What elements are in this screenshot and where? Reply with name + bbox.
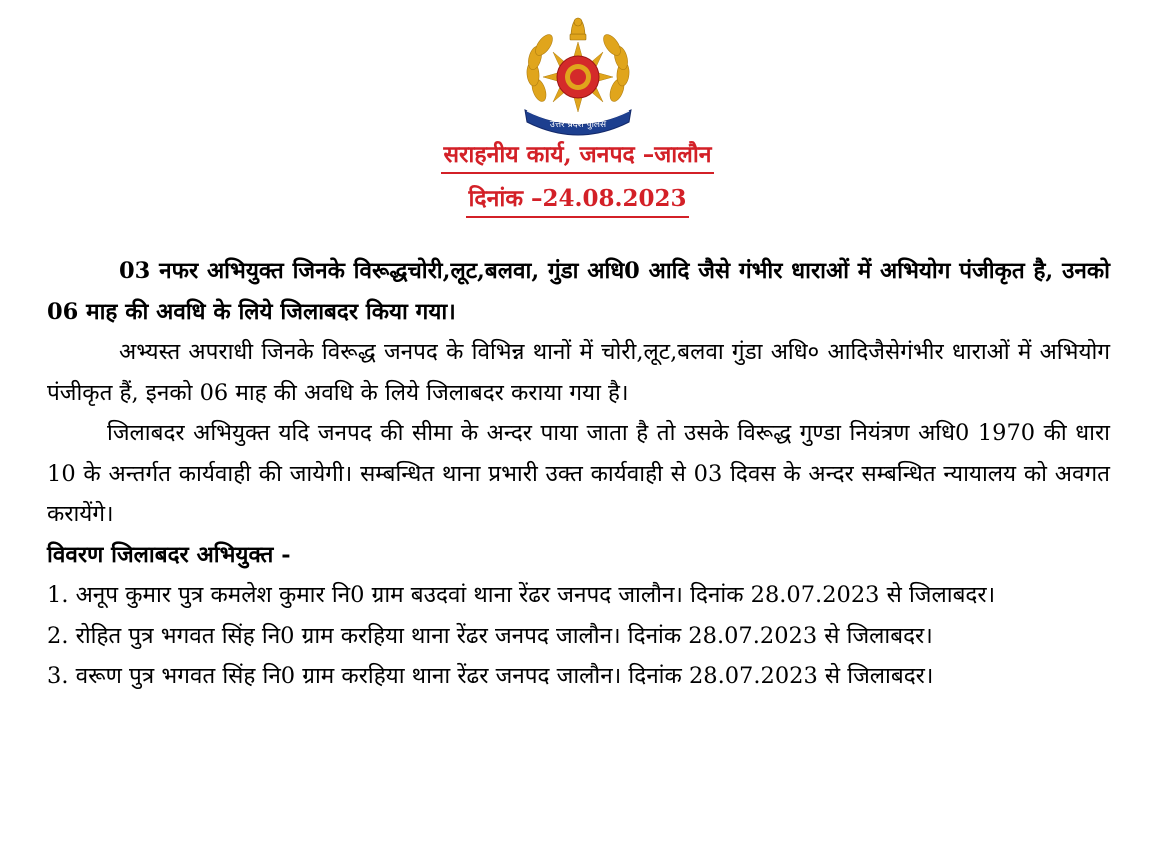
- accused-list-item: 3. वरूण पुत्र भगवत सिंह नि0 ग्राम करहिया थाना रेंढर जनपद जालौन। दिनांक 28.07.2023 से जिलाबदर।: [47, 663, 934, 689]
- page-title: [0, 140, 1155, 174]
- paragraph-legal-action: जिलाबदर अभियुक्त यदि जनपद की सीमा के अन्दर पाया जाता है तो उसके विरूद्ध गुण्डा नियंत्रण अधि0 1970 की धारा 10 के अन्तर्गत कार्यवाही की जायेगी। सम्बन्धित थाना प्रभारी उक्त कार्यवाही से 03 दिवस के अन्दर सम्बन्धित न्यायालय को अवगत करायेंगे।: [47, 420, 1110, 527]
- paragraph-habitual-offenders: अभ्यस्त अपराधी जिनके विरूद्ध जनपद के विभिन्न थानों में चोरी,लूट,बलवा गुंडा अधि० आदिजैसेगंभीर धाराओं में अभियोग पंजीकृत हैं, इनको 06 माह की अवधि के लिये जिलाबदर कराया गया है।: [47, 339, 1110, 406]
- accused-list-item: 2. रोहित पुत्र भगवत सिंह नि0 ग्राम करहिया थाना रेंढर जनपद जालौन। दिनांक 28.07.2023 से जिलाबदर।: [47, 622, 933, 649]
- press-note-body: [47, 251, 1110, 697]
- date-line-text: दिनांक –24.08.2023: [466, 184, 688, 218]
- accused-list-heading: विवरण जिलाबदर अभियुक्त -: [47, 541, 291, 568]
- date-line: [0, 184, 1155, 218]
- emblem-text: उत्तर प्रदेश पुलिस: [549, 120, 607, 130]
- up-police-emblem: [517, 12, 639, 136]
- lead-paragraph: 03 नफर अभियुक्त जिनके विरूद्धचोरी,लूट,बलवा, गुंडा अधि0 आदि जैसे गंभीर धाराओं में अभियोग पंजीकृत है, उनको 06 माह की अवधि के लिये जिलाबदर किया गया।: [47, 258, 1110, 325]
- page-title-text: सराहनीय कार्य, जनपद –जालौन: [441, 140, 713, 174]
- accused-list-item: 1. अनूप कुमार पुत्र कमलेश कुमार नि0 ग्राम बउदवां थाना रेंढर जनपद जालौन। दिनांक 28.07.2023 से जिलाबदर।: [47, 582, 996, 608]
